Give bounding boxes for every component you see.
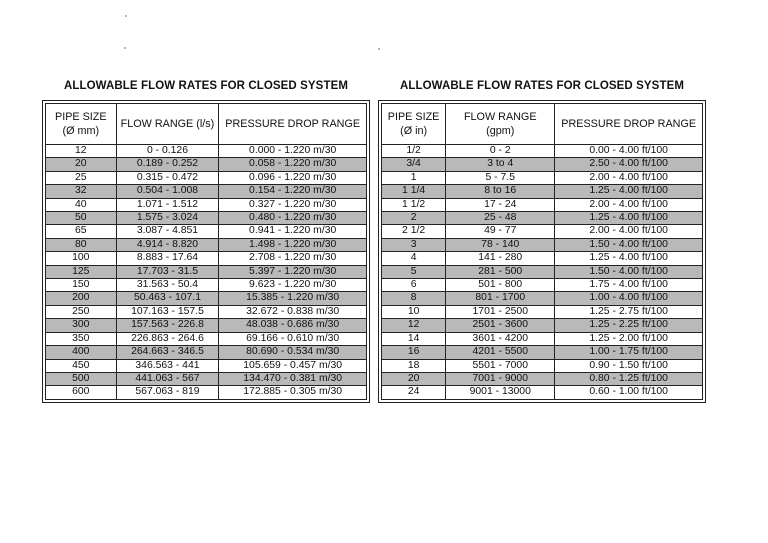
cell-flow-range: 3601 - 4200 [446, 332, 555, 345]
cell-pressure-drop: 1.25 - 2.75 ft/100 [555, 305, 703, 318]
table-row [382, 198, 703, 211]
table-row [382, 359, 703, 372]
table-frame [42, 100, 370, 403]
cell-pipe-size: 14 [382, 332, 446, 345]
cell-flow-range: 226.863 - 264.6 [116, 332, 219, 345]
cell-pressure-drop: 80.690 - 0.534 m/30 [219, 346, 367, 359]
cell-flow-range: 78 - 140 [446, 238, 555, 251]
table-row [46, 145, 367, 158]
table-row [46, 346, 367, 359]
imperial-flow-table-panel [378, 76, 706, 403]
metric-flow-table [45, 103, 367, 400]
cell-pipe-size: 18 [382, 359, 446, 372]
header-flow-range-line1: FLOW RANGE [463, 111, 537, 123]
scan-speck [124, 47, 126, 49]
table-row [382, 212, 703, 225]
cell-pipe-size: 2 1/2 [382, 225, 446, 238]
cell-flow-range: 7001 - 9000 [446, 372, 555, 385]
cell-pressure-drop: 1.25 - 4.00 ft/100 [555, 212, 703, 225]
cell-pressure-drop: 1.00 - 1.75 ft/100 [555, 346, 703, 359]
cell-flow-range: 0.189 - 0.252 [116, 158, 219, 171]
cell-pipe-size: 500 [46, 372, 117, 385]
cell-flow-range: 107.163 - 157.5 [116, 305, 219, 318]
cell-pipe-size: 10 [382, 305, 446, 318]
cell-flow-range: 17 - 24 [446, 198, 555, 211]
header-pipe-size [46, 104, 117, 145]
cell-pressure-drop: 0.000 - 1.220 m/30 [219, 145, 367, 158]
header-flow-range [116, 104, 219, 145]
cell-pipe-size: 100 [46, 252, 117, 265]
table-row [46, 225, 367, 238]
cell-flow-range: 501 - 800 [446, 279, 555, 292]
header-pipe-size-line2: (Ø in) [400, 125, 428, 137]
imperial-table-body [382, 145, 703, 400]
header-flow-range-line2: (gpm) [486, 125, 515, 137]
cell-pipe-size: 12 [382, 319, 446, 332]
header-pressure-drop-text: PRESSURE DROP RANGE [561, 118, 697, 130]
cell-pressure-drop: 15.385 - 1.220 m/30 [219, 292, 367, 305]
cell-flow-range: 0.315 - 0.472 [116, 171, 219, 184]
table-row [382, 252, 703, 265]
table-row [46, 372, 367, 385]
scan-speck [378, 48, 380, 50]
cell-pipe-size: 400 [46, 346, 117, 359]
cell-flow-range: 264.663 - 346.5 [116, 346, 219, 359]
table-row [382, 171, 703, 184]
cell-pressure-drop: 0.096 - 1.220 m/30 [219, 171, 367, 184]
table-row [382, 265, 703, 278]
cell-flow-range: 157.563 - 226.8 [116, 319, 219, 332]
cell-flow-range: 0 - 0.126 [116, 145, 219, 158]
table-row [46, 319, 367, 332]
table-row [382, 372, 703, 385]
cell-pressure-drop: 5.397 - 1.220 m/30 [219, 265, 367, 278]
imperial-flow-table [381, 103, 703, 400]
cell-pipe-size: 3 [382, 238, 446, 251]
cell-pressure-drop: 0.941 - 1.220 m/30 [219, 225, 367, 238]
table-row [46, 198, 367, 211]
cell-pressure-drop: 2.708 - 1.220 m/30 [219, 252, 367, 265]
cell-flow-range: 31.563 - 50.4 [116, 279, 219, 292]
table-row [46, 279, 367, 292]
cell-flow-range: 346.563 - 441 [116, 359, 219, 372]
table-row [382, 292, 703, 305]
cell-pipe-size: 125 [46, 265, 117, 278]
cell-pipe-size: 16 [382, 346, 446, 359]
cell-flow-range: 801 - 1700 [446, 292, 555, 305]
cell-flow-range: 50.463 - 107.1 [116, 292, 219, 305]
cell-flow-range: 17.703 - 31.5 [116, 265, 219, 278]
cell-pipe-size: 350 [46, 332, 117, 345]
cell-pipe-size: 250 [46, 305, 117, 318]
table-row [382, 279, 703, 292]
cell-pipe-size: 12 [46, 145, 117, 158]
cell-pipe-size: 80 [46, 238, 117, 251]
cell-pressure-drop: 134.470 - 0.381 m/30 [219, 372, 367, 385]
cell-flow-range: 3.087 - 4.851 [116, 225, 219, 238]
table-row [46, 252, 367, 265]
cell-pressure-drop: 1.25 - 2.25 ft/100 [555, 319, 703, 332]
header-pressure-drop [555, 104, 703, 145]
cell-pressure-drop: 1.498 - 1.220 m/30 [219, 238, 367, 251]
cell-flow-range: 8.883 - 17.64 [116, 252, 219, 265]
cell-pipe-size: 20 [46, 158, 117, 171]
table-row [46, 305, 367, 318]
cell-pressure-drop: 9.623 - 1.220 m/30 [219, 279, 367, 292]
table-header-row [382, 104, 703, 145]
header-flow-range-text: FLOW RANGE (l/s) [120, 118, 215, 130]
cell-flow-range: 4201 - 5500 [446, 346, 555, 359]
table-row [46, 292, 367, 305]
cell-flow-range: 141 - 280 [446, 252, 555, 265]
cell-flow-range: 567.063 - 819 [116, 386, 219, 399]
header-pressure-drop [219, 104, 367, 145]
cell-pressure-drop: 1.00 - 4.00 ft/100 [555, 292, 703, 305]
table-row [382, 238, 703, 251]
table-row [46, 212, 367, 225]
cell-pressure-drop: 0.90 - 1.50 ft/100 [555, 359, 703, 372]
cell-pipe-size: 50 [46, 212, 117, 225]
table-row [382, 145, 703, 158]
table-row [382, 158, 703, 171]
cell-pipe-size: 40 [46, 198, 117, 211]
cell-pressure-drop: 0.480 - 1.220 m/30 [219, 212, 367, 225]
cell-pressure-drop: 105.659 - 0.457 m/30 [219, 359, 367, 372]
cell-flow-range: 281 - 500 [446, 265, 555, 278]
cell-pipe-size: 6 [382, 279, 446, 292]
table-row [46, 171, 367, 184]
cell-pressure-drop: 69.166 - 0.610 m/30 [219, 332, 367, 345]
cell-flow-range: 0.504 - 1.008 [116, 185, 219, 198]
cell-flow-range: 2501 - 3600 [446, 319, 555, 332]
cell-pipe-size: 450 [46, 359, 117, 372]
cell-pressure-drop: 1.50 - 4.00 ft/100 [555, 265, 703, 278]
table-header-row [46, 104, 367, 145]
table-row [46, 265, 367, 278]
cell-pipe-size: 4 [382, 252, 446, 265]
cell-pipe-size: 8 [382, 292, 446, 305]
table-row [46, 238, 367, 251]
cell-pipe-size: 20 [382, 372, 446, 385]
cell-pressure-drop: 2.50 - 4.00 ft/100 [555, 158, 703, 171]
cell-pressure-drop: 0.327 - 1.220 m/30 [219, 198, 367, 211]
table-frame [378, 100, 706, 403]
cell-pipe-size: 1 1/4 [382, 185, 446, 198]
table-title: ALLOWABLE FLOW RATES FOR CLOSED SYSTEM [63, 80, 349, 92]
header-pipe-size [382, 104, 446, 145]
cell-pressure-drop: 1.75 - 4.00 ft/100 [555, 279, 703, 292]
cell-flow-range: 49 - 77 [446, 225, 555, 238]
header-pipe-size-line1: PIPE SIZE [387, 111, 440, 123]
cell-pipe-size: 5 [382, 265, 446, 278]
cell-pipe-size: 1/2 [382, 145, 446, 158]
cell-flow-range: 1.575 - 3.024 [116, 212, 219, 225]
cell-flow-range: 8 to 16 [446, 185, 555, 198]
cell-pressure-drop: 32.672 - 0.838 m/30 [219, 305, 367, 318]
cell-pipe-size: 2 [382, 212, 446, 225]
cell-flow-range: 9001 - 13000 [446, 386, 555, 399]
table-row [382, 332, 703, 345]
metric-flow-table-panel [42, 76, 370, 403]
cell-pipe-size: 25 [46, 171, 117, 184]
cell-pressure-drop: 0.00 - 4.00 ft/100 [555, 145, 703, 158]
header-pipe-size-line2: (Ø mm) [62, 125, 100, 137]
cell-flow-range: 5 - 7.5 [446, 171, 555, 184]
cell-flow-range: 4.914 - 8.820 [116, 238, 219, 251]
cell-pressure-drop: 1.50 - 4.00 ft/100 [555, 238, 703, 251]
cell-pipe-size: 1 [382, 171, 446, 184]
cell-pressure-drop: 0.60 - 1.00 ft/100 [555, 386, 703, 399]
cell-pressure-drop: 2.00 - 4.00 ft/100 [555, 225, 703, 238]
cell-pipe-size: 300 [46, 319, 117, 332]
cell-pipe-size: 3/4 [382, 158, 446, 171]
table-row [382, 346, 703, 359]
cell-pressure-drop: 1.25 - 2.00 ft/100 [555, 332, 703, 345]
cell-flow-range: 1.071 - 1.512 [116, 198, 219, 211]
cell-flow-range: 5501 - 7000 [446, 359, 555, 372]
metric-table-body [46, 145, 367, 400]
cell-pressure-drop: 0.80 - 1.25 ft/100 [555, 372, 703, 385]
cell-pressure-drop: 2.00 - 4.00 ft/100 [555, 171, 703, 184]
cell-flow-range: 1701 - 2500 [446, 305, 555, 318]
header-flow-range [446, 104, 555, 145]
scan-speck [125, 15, 127, 17]
header-pressure-drop-text: PRESSURE DROP RANGE [225, 118, 361, 130]
cell-pipe-size: 200 [46, 292, 117, 305]
cell-pressure-drop: 0.058 - 1.220 m/30 [219, 158, 367, 171]
table-title: ALLOWABLE FLOW RATES FOR CLOSED SYSTEM [399, 80, 685, 92]
cell-pressure-drop: 0.154 - 1.220 m/30 [219, 185, 367, 198]
cell-pipe-size: 600 [46, 386, 117, 399]
cell-flow-range: 441.063 - 567 [116, 372, 219, 385]
cell-pipe-size: 1 1/2 [382, 198, 446, 211]
table-row [382, 225, 703, 238]
cell-pipe-size: 24 [382, 386, 446, 399]
cell-pressure-drop: 48.038 - 0.686 m/30 [219, 319, 367, 332]
table-row [46, 185, 367, 198]
table-row [382, 185, 703, 198]
header-pipe-size-line1: PIPE SIZE [55, 111, 107, 123]
cell-pressure-drop: 172.885 - 0.305 m/30 [219, 386, 367, 399]
cell-flow-range: 0 - 2 [446, 145, 555, 158]
cell-pipe-size: 32 [46, 185, 117, 198]
table-row [382, 305, 703, 318]
cell-pressure-drop: 1.25 - 4.00 ft/100 [555, 185, 703, 198]
table-row [46, 359, 367, 372]
cell-pressure-drop: 2.00 - 4.00 ft/100 [555, 198, 703, 211]
cell-flow-range: 3 to 4 [446, 158, 555, 171]
cell-pressure-drop: 1.25 - 4.00 ft/100 [555, 252, 703, 265]
cell-pipe-size: 65 [46, 225, 117, 238]
table-row [46, 386, 367, 399]
table-row [46, 158, 367, 171]
table-row [46, 332, 367, 345]
cell-flow-range: 25 - 48 [446, 212, 555, 225]
table-row [382, 319, 703, 332]
table-row [382, 386, 703, 399]
cell-pipe-size: 150 [46, 279, 117, 292]
